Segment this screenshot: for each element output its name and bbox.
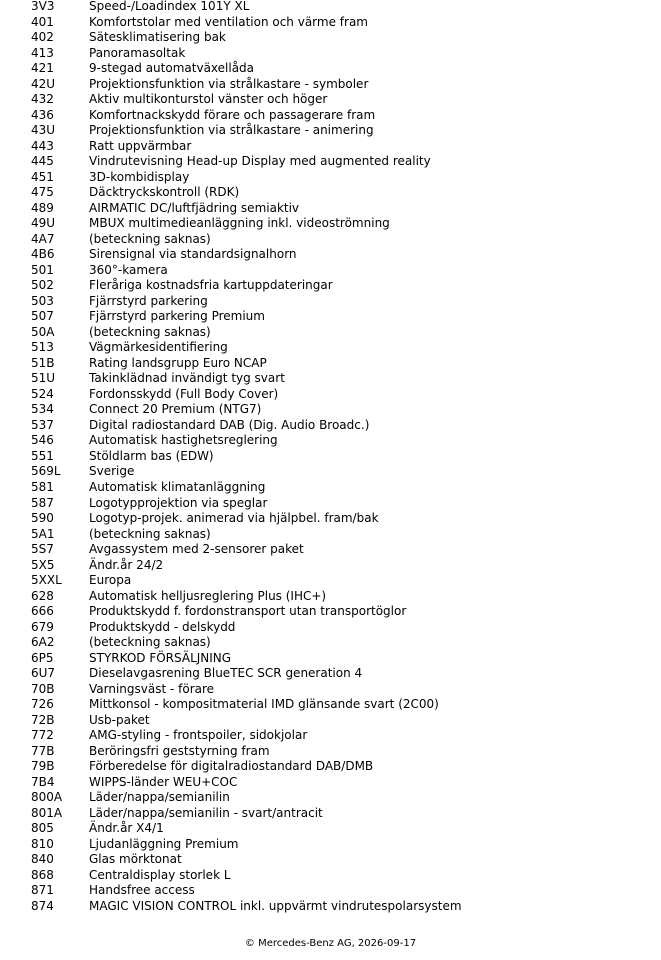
option-description: Fleråriga kostnadsfria kartuppdateringar	[89, 278, 333, 293]
list-item	[0, 868, 661, 884]
list-item	[0, 325, 661, 341]
option-description: Stöldlarm bas (EDW)	[89, 448, 214, 463]
option-code: 475	[31, 185, 54, 200]
option-description: Aktiv multikonturstol vänster och höger	[89, 92, 328, 107]
option-code: 772	[31, 728, 54, 743]
option-description: Sverige	[89, 464, 135, 479]
list-item	[0, 790, 661, 806]
list-item	[0, 744, 661, 760]
option-description: Automatisk helljusreglering Plus (IHC+)	[89, 588, 327, 603]
list-item	[0, 433, 661, 449]
option-description: Fjärrstyrd parkering Premium	[89, 309, 265, 324]
list-item	[0, 61, 661, 77]
option-description: Centraldisplay storlek L	[89, 867, 231, 882]
list-item	[0, 666, 661, 682]
option-code: 5X5	[31, 557, 55, 572]
option-code: 489	[31, 200, 54, 215]
list-item	[0, 77, 661, 93]
option-description: Sirensignal via standardsignalhorn	[89, 247, 297, 262]
option-code: 77B	[31, 743, 55, 758]
option-code: 4A7	[31, 231, 55, 246]
option-code: 79B	[31, 759, 55, 774]
list-item	[0, 558, 661, 574]
option-code: 871	[31, 883, 54, 898]
option-description: 360°-kamera	[89, 262, 168, 277]
option-description: Projektionsfunktion via strålkastare - animering	[89, 123, 374, 138]
list-item	[0, 589, 661, 605]
option-description: Ändr.år 24/2	[89, 557, 164, 572]
option-description: Läder/nappa/semianilin - svart/antracit	[89, 805, 323, 820]
option-code: 5XXL	[31, 573, 62, 588]
option-description: Europa	[89, 573, 132, 588]
option-code: 569L	[31, 464, 61, 479]
option-code: 503	[31, 293, 54, 308]
option-description: Dieselavgasrening BlueTEC SCR generation 4	[89, 666, 363, 681]
list-item	[0, 92, 661, 108]
list-item	[0, 294, 661, 310]
list-item	[0, 387, 661, 403]
option-code: 551	[31, 448, 54, 463]
option-code: 810	[31, 836, 54, 851]
option-code: 451	[31, 169, 54, 184]
option-description: Rating landsgrupp Euro NCAP	[89, 355, 267, 370]
option-code: 445	[31, 154, 54, 169]
option-description: Produktskydd - delskydd	[89, 619, 236, 634]
list-item	[0, 309, 661, 325]
option-code: 546	[31, 433, 54, 448]
list-item	[0, 418, 661, 434]
option-description: MAGIC VISION CONTROL inkl. uppvärmt vindrutespolarsystem	[89, 898, 462, 913]
list-item	[0, 278, 661, 294]
list-item	[0, 201, 661, 217]
option-code: 800A	[31, 790, 63, 805]
option-code: 6U7	[31, 666, 56, 681]
option-code: 590	[31, 511, 54, 526]
option-code: 501	[31, 262, 54, 277]
option-description: Komfortstolar med ventilation och värme fram	[89, 14, 368, 29]
option-description: Glas mörktonat	[89, 852, 182, 867]
option-code: 436	[31, 107, 54, 122]
option-code: 666	[31, 604, 54, 619]
option-code: 443	[31, 138, 54, 153]
option-description: Sätesklimatisering bak	[89, 30, 226, 45]
option-code: 50A	[31, 324, 55, 339]
option-description: Handsfree access	[89, 883, 195, 898]
list-item	[0, 464, 661, 480]
option-description: Ratt uppvärmbar	[89, 138, 192, 153]
list-item	[0, 697, 661, 713]
option-description: Mittkonsol - kompositmaterial IMD glänsande svart (2C00)	[89, 697, 439, 712]
option-code: 51B	[31, 355, 55, 370]
option-description: Automatisk hastighetsreglering	[89, 433, 278, 448]
list-item	[0, 852, 661, 868]
option-code: 72B	[31, 712, 55, 727]
list-item	[0, 185, 661, 201]
option-code: 513	[31, 340, 54, 355]
list-item	[0, 0, 661, 15]
option-code: 70B	[31, 681, 55, 696]
option-description: Komfortnackskydd förare och passagerare fram	[89, 107, 376, 122]
option-code: 42U	[31, 76, 56, 91]
option-description: Logotyp-projek. animerad via hjälpbel. fram/bak	[89, 511, 379, 526]
list-item	[0, 449, 661, 465]
list-item	[0, 170, 661, 186]
option-description: WIPPS-länder WEU+COC	[89, 774, 238, 789]
option-code: 51U	[31, 371, 56, 386]
option-description: Däcktryckskontroll (RDK)	[89, 185, 240, 200]
list-item	[0, 806, 661, 822]
option-code: 679	[31, 619, 54, 634]
option-code: 6P5	[31, 650, 54, 665]
option-description: AMG-styling - frontspoiler, sidokjolar	[89, 728, 308, 743]
option-code: 534	[31, 402, 54, 417]
option-description: Beröringsfri geststyrning fram	[89, 743, 270, 758]
option-description: Speed-/Loadindex 101Y XL	[89, 0, 250, 13]
option-description: Digital radiostandard DAB (Dig. Audio Broadc.)	[89, 417, 370, 432]
option-code: 805	[31, 821, 54, 836]
option-code: 7B4	[31, 774, 55, 789]
option-code: 587	[31, 495, 54, 510]
option-code: 49U	[31, 216, 56, 231]
option-description: Förberedelse för digitalradiostandard DAB/DMB	[89, 759, 374, 774]
option-code: 581	[31, 479, 54, 494]
list-item	[0, 899, 661, 915]
list-item	[0, 527, 661, 543]
option-code: 874	[31, 898, 54, 913]
option-description: Varningsväst - förare	[89, 681, 215, 696]
option-code: 413	[31, 45, 54, 60]
option-code: 401	[31, 14, 54, 29]
option-code: 4B6	[31, 247, 55, 262]
list-item	[0, 139, 661, 155]
list-item	[0, 759, 661, 775]
option-description: Läder/nappa/semianilin	[89, 790, 230, 805]
list-item	[0, 682, 661, 698]
list-item	[0, 542, 661, 558]
list-item	[0, 728, 661, 744]
option-description: MBUX multimedieanläggning inkl. videoströmning	[89, 216, 390, 231]
option-description: Ändr.år X4/1	[89, 821, 164, 836]
option-description: (beteckning saknas)	[89, 635, 211, 650]
list-item	[0, 356, 661, 372]
option-description: STYRKOD FÖRSÄLJNING	[89, 650, 232, 665]
option-code: 868	[31, 867, 54, 882]
list-item	[0, 713, 661, 729]
option-description: (beteckning saknas)	[89, 526, 211, 541]
list-item	[0, 573, 661, 589]
option-description: Logotypprojektion via speglar	[89, 495, 268, 510]
option-description: Produktskydd f. fordonstransport utan transportöglor	[89, 604, 407, 619]
list-item	[0, 604, 661, 620]
option-description: Takinklädnad invändigt tyg svart	[89, 371, 285, 386]
list-item	[0, 371, 661, 387]
list-item	[0, 232, 661, 248]
list-item	[0, 30, 661, 46]
option-code: 507	[31, 309, 54, 324]
list-item	[0, 635, 661, 651]
option-description: Ljudanläggning Premium	[89, 836, 239, 851]
option-description: (beteckning saknas)	[89, 324, 211, 339]
list-item	[0, 775, 661, 791]
option-code: 432	[31, 92, 54, 107]
list-item	[0, 15, 661, 31]
option-code: 726	[31, 697, 54, 712]
option-code: 502	[31, 278, 54, 293]
list-item	[0, 247, 661, 263]
list-item	[0, 651, 661, 667]
option-description: Vindrutevisning Head-up Display med augmented reality	[89, 154, 431, 169]
list-item	[0, 480, 661, 496]
option-description: Connect 20 Premium (NTG7)	[89, 402, 262, 417]
option-description: Usb-paket	[89, 712, 150, 727]
list-item	[0, 340, 661, 356]
copyright-footer: © Mercedes-Benz AG, 2026-09-17	[244, 938, 417, 949]
list-item	[0, 496, 661, 512]
option-code: 43U	[31, 123, 56, 138]
list-item	[0, 402, 661, 418]
option-code: 5S7	[31, 542, 54, 557]
option-code: 421	[31, 61, 54, 76]
option-code: 628	[31, 588, 54, 603]
option-description: AIRMATIC DC/luftfjädring semiaktiv	[89, 200, 300, 215]
list-item	[0, 837, 661, 853]
option-code: 5A1	[31, 526, 55, 541]
option-code: 801A	[31, 805, 63, 820]
option-description: Automatisk klimatanläggning	[89, 479, 266, 494]
option-code: 524	[31, 386, 54, 401]
option-code: 3V3	[31, 0, 55, 13]
list-item	[0, 821, 661, 837]
list-item	[0, 620, 661, 636]
option-description: Fjärrstyrd parkering	[89, 293, 208, 308]
option-description: Vägmärkesidentifiering	[89, 340, 228, 355]
list-item	[0, 883, 661, 899]
list-item	[0, 108, 661, 124]
list-item	[0, 46, 661, 62]
list-item	[0, 263, 661, 279]
option-description: 3D-kombidisplay	[89, 169, 190, 184]
list-item	[0, 216, 661, 232]
option-code: 840	[31, 852, 54, 867]
option-code: 537	[31, 417, 54, 432]
option-description: (beteckning saknas)	[89, 231, 211, 246]
option-description: Projektionsfunktion via strålkastare - symboler	[89, 76, 369, 91]
option-description: Fordonsskydd (Full Body Cover)	[89, 386, 279, 401]
option-description: Avgassystem med 2-sensorer paket	[89, 542, 304, 557]
option-code: 402	[31, 30, 54, 45]
list-item	[0, 154, 661, 170]
option-description: 9-stegad automatväxellåda	[89, 61, 255, 76]
list-item	[0, 123, 661, 139]
option-description: Panoramasoltak	[89, 45, 186, 60]
list-item	[0, 511, 661, 527]
option-code: 6A2	[31, 635, 55, 650]
